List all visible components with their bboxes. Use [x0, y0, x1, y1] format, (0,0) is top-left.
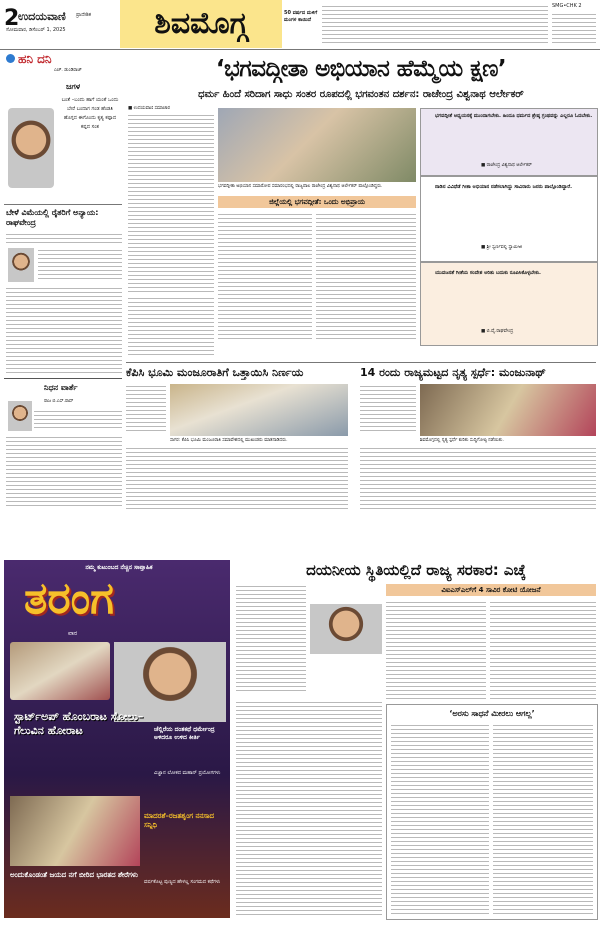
drop-icon: [6, 54, 15, 63]
ad-feature-1: ಚೆಲ್ಲಿರೆಯ ದಂತಕಥೆ ಧರ್ಮೇಂದ್ರ ಅಳಿದರೂ ಉಳಿದ ಕೀರ್ತಿ: [154, 726, 215, 741]
govt-box: [386, 704, 598, 920]
left-article-text: [6, 232, 122, 246]
govt-subhead-bar: [386, 584, 596, 596]
pull-quote-3-name: ■ ಬಿ.ವೈ.ರಾಘವೇಂದ್ರ: [481, 329, 514, 334]
pull-quote-1-text: ಭಗವದ್ಗೀತೆ ಅಧ್ಯಯನಕ್ಕೆ ಮುಂದಾಗಬೇಕು. ಹಿಂದೂ ಧರ್ಮದ ಶ್ರೇಷ್ಠ ಗ್ರಂಥವನ್ನು ಎಲ್ಲರೂ ಓದಬೇಕು.: [435, 113, 593, 119]
kpc-photo: [170, 384, 348, 436]
poem-title: ಜಗಳ: [66, 82, 81, 91]
pull-quote-3: [420, 262, 598, 346]
lead-photo-caption: ಭಗವದ್ಗೀತಾ ಅಭಿಯಾನ ಸಮಾರೋಪ ಸಮಾರಂಭದಲ್ಲಿ ರಾಜ್ಯಪಾಲ ರಾಜೇಂದ್ರ ವಿಶ್ವನಾಥ ಆರ್ಲೇಕರ್ ಪಾಲ್ಗೊಂಡಿದ್ದರು.: [218, 184, 383, 189]
lead-headline: ‘ಭಗವದ್ಗೀತಾ ಅಭಿಯಾನ ಹೆಮ್ಮೆಯ ಕ್ಷಣ’: [215, 56, 507, 82]
ad-sub: ವಾರ: [68, 630, 78, 637]
dance-headline: 14 ರಂದು ರಾಜ್ಯಮಟ್ಟದ ನೃತ್ಯ ಸ್ಪರ್ಧೆ: ಮಂಜುನಾಥ್: [360, 366, 546, 379]
lead-text-col1: [128, 113, 214, 293]
lead-subheadline: ಧರ್ಮ ಹಿಂದೆ ಸರಿದಾಗ ಸಾಧು ಸಂತರ ರೂಪದಲ್ಲಿ ಭಗವಂತನ ದರ್ಶನ: ರಾಜೇಂದ್ರ ವಿಶ್ವನಾಥ ಆರ್ಲೇಕರ್: [198, 89, 524, 100]
hani-dani-title: ಹನಿ ದನಿ: [18, 52, 52, 66]
lead-text-col1b: [128, 296, 214, 356]
ad-tagline: ನಮ್ಮ ಕುಟುಂಬದ ನೆಚ್ಚಿನ ಸಾಪ್ತಾಹಿಕ: [85, 564, 153, 571]
lead-byline: ■ ಉದಯವಾಣಿ ಸಮಾಚಾರ: [128, 106, 170, 111]
pull-quote-1-name: ■ ರಾಜೇಂದ್ರ ವಿಶ್ವನಾಥ ಆರ್ಲೇಕರ್: [481, 163, 532, 168]
pull-quote-2-text: ನಾಡಿನ ವಿವಿಧೆಡೆ ಗೀತಾ ಅಭಿಯಾನ ನಡೆಸಲಾಗಿದ್ದು ಸಾವಿರಾರು ಜನರು ಪಾಲ್ಗೊಂಡಿದ್ದಾರೆ.: [435, 184, 573, 190]
pull-quote-3-text: ಯುವಜನತೆ ಗೀತೆಯ ಸಂದೇಶ ಅರಿತು ಬದುಕು ರೂಪಿಸಿಕೊಳ್ಳಬೇಕು.: [435, 270, 541, 276]
edition-label: ಪ್ರಾದೇಶಿಕ: [76, 12, 92, 18]
pull-quote-2-name: ■ ಶ್ರೀ ಸ್ವರ್ಣವಲ್ಲಿ ಸ್ವಾಮೀಜಿ: [481, 245, 522, 250]
obit-photo: [8, 401, 32, 431]
date-line: ಸೋಮವಾರ, ಡಿಸೆಂಬರ್ 1, 2025: [6, 27, 66, 33]
lead-photo: [218, 108, 416, 182]
taranga-ad: [4, 560, 230, 918]
kpc-text-2: [126, 446, 348, 512]
top-brief-text: [322, 4, 548, 44]
govt-text-1: [236, 584, 306, 694]
kpc-caption: ಸಾಗರ: ಕೆಪಿಸಿ ಭೂಮಿ ಮಂಜೂರಾತಿ ಸಮಾವೇಶದಲ್ಲಿ ಮುಖಂಡರು ಮಾತನಾಡಿದರು.: [170, 438, 288, 443]
hani-dani-box: [4, 52, 122, 202]
left-article-headline: ಬೇಳೆ ವಿಮೆಯಲ್ಲಿ ರೈತರಿಗೆ ಅನ್ಯಾಯ: ರಾಘವೇಂದ್ರ: [6, 208, 99, 227]
lead-text-col2: [218, 212, 312, 342]
obit-title: ನಿಧನ ವಾರ್ತೆ: [44, 383, 78, 392]
govt-photo: [310, 604, 382, 654]
kpc-headline: ಕೆಪಿಸಿ ಭೂಮಿ ಮಂಜೂರಾತಿಗೆ ಒತ್ತಾಯಿಸಿ ನಿರ್ಣಯ: [126, 366, 304, 379]
govt-text-2: [386, 600, 486, 700]
ad-feature-3: ವಿಜ್ಞಾನ ಲೋಕದ ಮಹಾನ್ ಪ್ರಯೋಗಗಳು: [154, 770, 221, 776]
top-right-text: [552, 12, 596, 44]
dance-text-2: [360, 446, 596, 512]
ad-strip: 50 ವರ್ಷದ ಮಳಿಗೆ ಮಂಗಳ ಕಾಯಿದೆ: [284, 10, 318, 23]
ad-bottom-2: ವರ್ಷಕೊಟ್ಟ ಪುಣ್ಯದ ಹೇಳಲ್ಲ ಸಂಗಮದ ಕಥೆಗಳು: [144, 879, 221, 885]
ad-feature-2: ಸ್ಟಾರ್ಟ್‌ಅಪ್ ಹೊಂಬರಾಟ ಸೋಲು–ಗೆಲುವಿನ ಹೋರಾಟ: [14, 710, 144, 737]
ad-image-2: [10, 796, 140, 866]
poet-illustration: [8, 108, 54, 188]
middle-strip-title-bar: [218, 196, 416, 208]
ad-brand: ತರಂಗ: [24, 573, 114, 624]
govt-headline: ದಯನೀಯ ಸ್ಥಿತಿಯಲ್ಲಿದೆ ರಾಜ್ಯ ಸರಕಾರ: ಎಚ್ಕೆ: [306, 561, 526, 579]
govt-box-text-2: [493, 723, 593, 915]
dance-caption: ಶಿವಮೊಗ್ಗದಲ್ಲಿ ನೃತ್ಯ ಸ್ಪರ್ಧೆ ಕುರಿತು ಸುದ್ದಿಗೋಷ್ಠಿ ನಡೆಯಿತು.: [420, 438, 504, 443]
paper-name: ಉದಯವಾಣಿ: [18, 10, 66, 23]
govt-box-text-1: [391, 723, 489, 915]
left-article-text-3: [6, 286, 122, 374]
ad-feature-4: ಮಾದರಶೆ–ರಜತಶೃಂಗ ನನಸಾದ ಸನ್ನಿಧಿ: [144, 812, 215, 829]
city-banner: [120, 0, 282, 48]
page-number: 2: [4, 6, 20, 31]
pull-quote-2: [420, 176, 598, 262]
obit-text-2: [6, 435, 122, 509]
dance-photo: [420, 384, 596, 436]
hani-dani-author: ಎಚ್. ಡುಂಡಿರಾಜ್: [54, 68, 82, 73]
govt-subhead: ವಿಐಎಸ್‌ಎಲ್‌ಗೆ 4 ಸಾವಿರ ಕೋಟಿ ಯೋಜನೆ: [441, 586, 541, 594]
ad-image-1: [10, 642, 110, 700]
middle-strip-title: ಜಿಲ್ಲೆಯಲ್ಲಿ ಭಗವದ್ಗೀತೆ: ಒಂದು ಅಭಿಪ್ರಾಯ: [269, 198, 365, 206]
lead-text-col3: [316, 212, 416, 342]
dance-text-1: [360, 384, 416, 432]
poem-text: ಬಂತೆ –ಬಂದು ಹಾಗೆ ಯಂತೆ ಒಂದು ಬೇರೆ ಬಂದಾಗ ಗಂಡ ಹೆಂಡತಿ ಹೊಗ್ಗದ ಈಗೊಂದು ಕೃತ್ಯ ಕಪ್ಪಾದ ಕಪ್ಪದ ಸಂತ: [61, 97, 119, 130]
obit-name: ರಾಜ ಬಿ.ಎಸ್.ರಾವ್: [44, 399, 74, 404]
ad-bottom: ಅಂದುಕೊಂಡಂತೆ ಜಯದ ನಗೆ ಬೀರಿದ ಭಾರತದ ಶೇರೆಗಳು: [10, 871, 138, 879]
page-code: SMG•CHK 2: [552, 3, 582, 9]
obit-text: [34, 409, 122, 431]
govt-text-3: [490, 600, 596, 700]
pull-quote-1: [420, 108, 598, 176]
left-article-text-2: [38, 248, 122, 282]
left-article-photo: [8, 248, 34, 282]
govt-text-4: [236, 700, 382, 918]
kpc-text-1: [126, 384, 166, 432]
city-title: ಶಿವಮೊಗ್ಗ: [154, 6, 248, 41]
obit-box: [4, 378, 122, 513]
govt-box-title: ‘ಅರಸು ಸಾಧನೆ ಮೀರಲು ಆಗಲ್ಲ’: [449, 709, 535, 718]
